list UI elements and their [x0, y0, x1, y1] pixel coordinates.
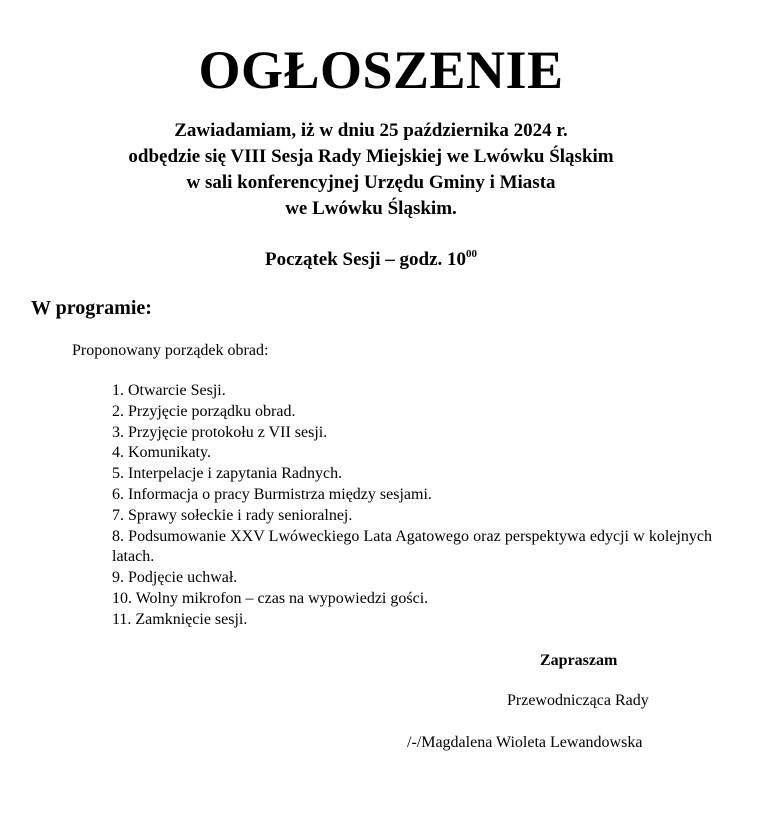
agenda-item: 5. Interpelacje i zapytania Radnych.: [112, 465, 343, 483]
intro-line-town: we Lwówku Śląskim.: [285, 198, 457, 219]
agenda-item: 1. Otwarcie Sesji.: [112, 382, 226, 399]
document-title: OGŁOSZENIE: [198, 40, 564, 100]
session-start-minutes: 00: [466, 248, 478, 260]
signature: /-/Magdalena Wioleta Lewandowska: [407, 734, 643, 751]
agenda-item: 6. Informacja o pracy Burmistrza między sesjami.: [112, 485, 432, 503]
agenda-item: 8. Podsumowanie XXV Lwóweckiego Lata Agatowego oraz perspektywa edycji w kolejnych latach.: [112, 527, 712, 566]
session-start-time: [0, 247, 742, 273]
intro-line-session: odbędzie się VIII Sesja Rady Miejskiej we Lwówku Śląskim: [128, 146, 614, 167]
agenda-item: 9. Podjęcie uchwał.: [112, 569, 238, 587]
agenda-item: 7. Sprawy sołeckie i rady senioralnej.: [112, 506, 353, 524]
program-heading: W programie:: [31, 297, 152, 319]
agenda-item: 4. Komunikaty.: [112, 444, 211, 462]
session-start-label: Początek Sesji – godz. 10: [264, 249, 467, 270]
agenda-item: 11. Zamknięcie sesji.: [112, 610, 248, 628]
agenda-item: 3. Przyjęcie protokołu z VII sesji.: [112, 423, 328, 441]
closing-invite: Zapraszam: [540, 652, 618, 669]
intro-line-date: Zawiadamiam, iż w dniu 25 października 2024 r.: [174, 120, 568, 141]
agenda-list: [112, 381, 712, 631]
agenda-item: 10. Wolny mikrofon – czas na wypowiedzi gości.: [112, 589, 429, 607]
agenda-item: 2. Przyjęcie porządku obrad.: [112, 402, 296, 420]
intro-line-venue: w sali konferencyjnej Urzędu Gminy i Miasta: [186, 172, 556, 193]
order-label: Proponowany porządek obrad:: [72, 342, 269, 359]
chair-title: Przewodnicząca Rady: [507, 692, 649, 709]
announcement-intro: [0, 118, 742, 222]
